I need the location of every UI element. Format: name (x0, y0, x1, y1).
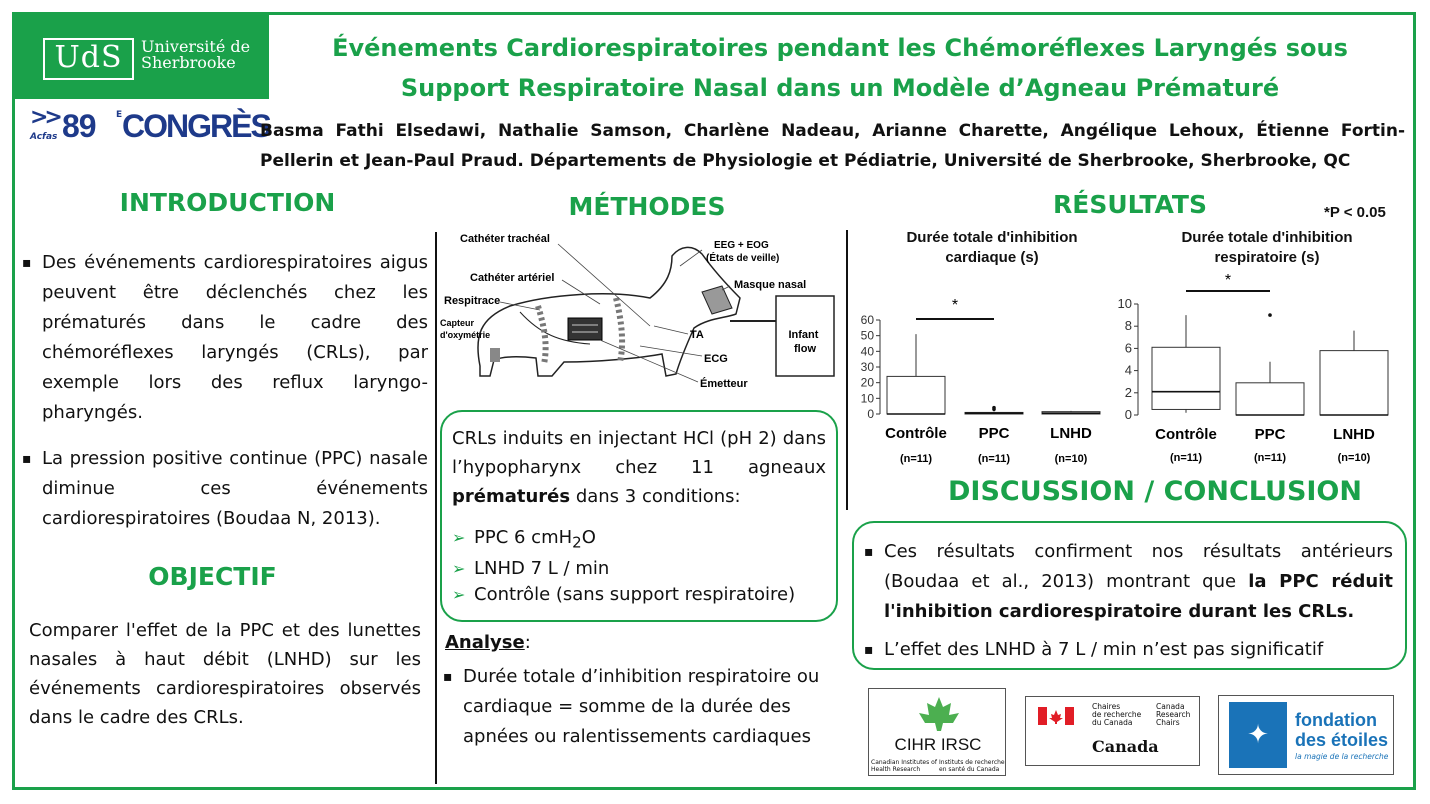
column-divider-1 (435, 232, 437, 784)
label-ta: TA (690, 329, 704, 341)
y-tick-label: 30 (860, 360, 874, 374)
introduction-list (24, 248, 428, 534)
significance-note: *P < 0.05 (1324, 204, 1386, 221)
university-name-line2: Sherbrooke (141, 53, 236, 72)
y-tick-label: 8 (1124, 318, 1132, 334)
crc-fr-line1: Chaires (1092, 702, 1121, 711)
cihr-fr-line2: en santé du Canada (939, 766, 1000, 773)
box-outlier (1268, 313, 1272, 317)
methods-text-bold: prématurés (452, 486, 571, 507)
cihr-fr-text (939, 759, 1005, 773)
y-tick-label: 2 (1124, 384, 1132, 400)
flag-band-right (1065, 707, 1074, 725)
y-tick-label: 4 (1124, 362, 1132, 378)
methods-text (452, 424, 826, 511)
label-emetteur: Émetteur (700, 378, 748, 390)
objectif-text: Comparer l'effet de la PPC et des lunettes nasales à haut débit (LNHD) sur les événements cardiorespiratoires observés dans le cadre des CRLs. (29, 620, 421, 728)
n-label: (n=11) (1253, 452, 1287, 464)
category-label: Contrôle (885, 425, 947, 442)
analyse-heading (445, 630, 531, 656)
canada-wordmark: Canada (1092, 737, 1159, 756)
y-tick-label: 10 (1117, 296, 1132, 311)
n-label: (n=10) (1054, 453, 1088, 465)
introduction-bullet: ▪ Des événements cardiorespiratoires aigus peuvent être déclenchés chez les prématurés dans le cadre des chémoréflexes laryngés (CRLs), par exemple lors des reflux laryngo-pharyngés. (24, 248, 428, 428)
conditions-list (452, 525, 826, 608)
label-etats-veille: (États de veille) (706, 253, 780, 264)
cihr-logo (868, 688, 1006, 776)
maple-leaf-icon (909, 693, 969, 733)
category-label: PPC (978, 425, 1010, 442)
crc-en-text (1156, 703, 1190, 727)
box-iqr (1236, 383, 1304, 415)
discussion-bullet-text: Ces résultats confirment nos résultats antérieurs (Boudaa et al., 2013) montrant que (884, 541, 1393, 592)
congress-brand: Acfas (30, 132, 58, 142)
y-tick-label: 0 (1124, 407, 1132, 422)
category-label: LNHD (1050, 425, 1092, 442)
y-tick-label: 60 (860, 313, 874, 327)
discussion-box (852, 521, 1407, 670)
crc-fr-line2: de recherche (1092, 710, 1142, 719)
university-name (141, 39, 250, 71)
congress-arrows: >> (30, 105, 59, 130)
y-tick-label: 20 (860, 375, 874, 390)
methodes-title: MÉTHODES (568, 192, 726, 221)
fondation-star-badge (1229, 702, 1287, 768)
authors: Basma Fathi Elsedawi, Nathalie Samson, Charlène Nadeau, Arianne Charette, Angélique Lehoux, Étienne Fortin-Pellerin et Jean-Paul Praud. Départements de Physiologie et Pédiatrie, Université de Sherbrooke, Sherbrooke, QC (260, 121, 1405, 171)
crc-fr-text (1092, 703, 1141, 727)
significance-star: * (1224, 272, 1232, 289)
label-oxymetrie: d'oxymétrie (440, 330, 491, 340)
fondation-name (1295, 710, 1388, 750)
uds-mark: UdS (43, 38, 134, 80)
methods-box (440, 410, 838, 622)
category-label: Contrôle (1155, 426, 1217, 443)
analyse-bullet: ▪ Durée totale d’inhibition respiratoire ou cardiaque = somme de la durée des apnées ou ralentissements cardiaques (445, 662, 843, 752)
fondation-etoiles-logo (1218, 695, 1394, 775)
discussion-bullet-bold: la PPC réduit l'inhibition cardiorespiratoire durant les CRLs. (884, 571, 1393, 622)
crc-fr-line3: du Canada (1092, 718, 1133, 727)
y-tick-label: 6 (1124, 340, 1132, 356)
category-label: PPC (1254, 426, 1286, 443)
condition-item (452, 556, 826, 582)
introduction-title: INTRODUCTION (119, 188, 336, 217)
n-label: (n=11) (977, 453, 1011, 465)
condition-text: PPC 6 cmH (474, 527, 573, 548)
y-tick-label: 0 (867, 407, 874, 421)
analyse-label: Analyse (445, 632, 525, 653)
introduction-bullet: ▪ La pression positive continue (PPC) nasale diminue ces événements cardiorespiratoires (Boudaa N, 2013). (24, 444, 428, 534)
resultats-title: RÉSULTATS (1052, 190, 1207, 219)
cihr-main-text: CIHR IRSC (894, 735, 982, 754)
box-outlier (992, 406, 996, 410)
analyse-list (445, 662, 843, 752)
condition-text-end: O (581, 527, 596, 548)
box-iqr (1152, 347, 1220, 409)
condition-item (452, 525, 826, 556)
canada-research-chairs-logo (1025, 696, 1200, 766)
congress-word: CONGRÈS (122, 108, 270, 144)
oximetry-sensor-icon (490, 348, 500, 362)
discussion-bullet: ▪ L’effet des LNHD à 7 L / min n’est pas significatif (866, 635, 1393, 665)
lamb-setup-diagram (440, 226, 844, 398)
y-tick-label: 10 (860, 391, 874, 406)
column-divider-2 (846, 230, 848, 510)
infant-flow-label-line1: Infant (788, 329, 819, 341)
maple-leaf-shape (919, 697, 959, 731)
discussion-bullet (866, 537, 1393, 627)
congress-number: 89 (62, 108, 96, 144)
analyse-colon: : (524, 632, 531, 653)
crc-en-line1: Canada (1156, 702, 1185, 711)
y-tick-label: 40 (860, 344, 874, 359)
canada-flag-icon (1038, 707, 1074, 725)
label-catheter-tracheal: Cathéter trachéal (460, 233, 550, 245)
methods-text-part1: CRLs induits en injectant HCl (pH 2) dans l’hypopharynx chez 11 agneaux (452, 428, 826, 478)
condition-subscript: 2 (572, 533, 582, 552)
poster-title: Événements Cardiorespiratoires pendant les Chémoréflexes Laryngés sous Support Respiratoire Nasal dans un Modèle d’Agneau Prématuré (332, 34, 1348, 102)
university-name-line1: Université de (141, 37, 251, 56)
box-iqr (1320, 351, 1388, 415)
chart-cardiac (850, 290, 1110, 470)
box-iqr (887, 376, 945, 414)
significance-star: * (951, 297, 959, 314)
n-label: (n=10) (1337, 452, 1371, 464)
flag-leaf (1049, 710, 1063, 724)
infant-flow-label-line2: flow (794, 343, 816, 355)
cihr-en-line2: Health Research (871, 766, 921, 773)
category-label: LNHD (1333, 426, 1375, 443)
crc-en-line3: Chairs (1156, 718, 1180, 727)
label-catheter-arteriel: Cathéter artériel (470, 272, 555, 284)
condition-text: LNHD 7 L / min (474, 557, 610, 579)
label-respitrace: Respitrace (444, 295, 501, 307)
condition-item (452, 582, 826, 608)
fondation-name-line1: fondation (1295, 710, 1377, 730)
chart-resp-title: Durée totale d'inhibition respiratoire (s) (1181, 229, 1353, 266)
condition-text: Contrôle (sans support respiratoire) (474, 583, 796, 605)
university-logo (15, 15, 269, 99)
star-icon: ✦ (1247, 720, 1269, 750)
label-ecg: ECG (704, 353, 728, 365)
n-label: (n=11) (899, 453, 933, 465)
chart-respiratory (1110, 268, 1400, 470)
label-capteur: Capteur (440, 318, 475, 328)
congress-logo (30, 105, 270, 148)
fondation-tagline: la magie de la recherche (1295, 752, 1389, 761)
cihr-fr-line1: Instituts de recherche (939, 759, 1005, 766)
y-tick-label: 50 (860, 328, 874, 343)
lamb-outline (478, 247, 740, 376)
discussion-title: DISCUSSION / CONCLUSION (948, 476, 1362, 507)
crc-en-line2: Research (1156, 710, 1191, 719)
fondation-name-line2: des étoiles (1295, 730, 1389, 750)
flag-band-left (1038, 707, 1047, 725)
congress-superscript: E (116, 110, 123, 120)
label-masque-nasal: Masque nasal (734, 279, 807, 291)
transmitter-icon (568, 318, 602, 340)
n-label: (n=11) (1169, 452, 1203, 464)
cihr-en-text (871, 759, 937, 773)
methods-text-part2: dans 3 conditions: (570, 486, 741, 507)
objectif-title: OBJECTIF (148, 562, 277, 591)
label-eeg-eog: EEG + EOG (714, 240, 769, 251)
cihr-en-line1: Canadian Institutes of (871, 759, 937, 766)
chart-cardiac-title: Durée totale d'inhibition cardiaque (s) (906, 229, 1078, 266)
